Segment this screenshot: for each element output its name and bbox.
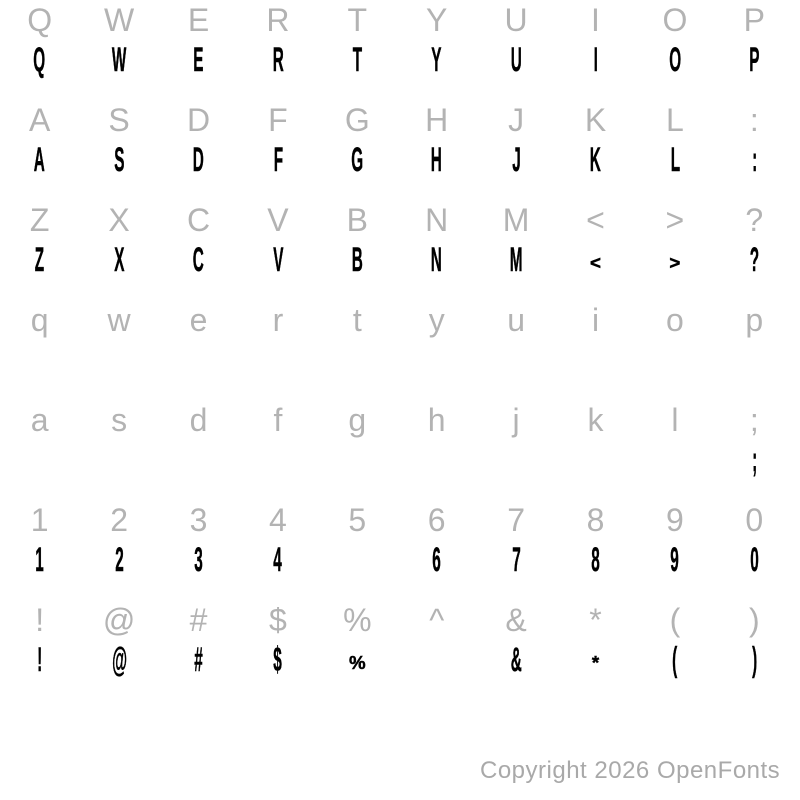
specimen-glyph [397, 436, 476, 484]
specimen-glyph: C [192, 241, 205, 279]
reference-glyph: e [189, 302, 208, 338]
reference-glyph: L [665, 102, 684, 138]
specimen-glyph: J [511, 141, 521, 179]
specimen-glyph: A [34, 141, 46, 179]
digits-row-specimen [0, 536, 794, 584]
reference-glyph: Z [29, 202, 50, 238]
reference-glyph: 9 [665, 502, 684, 538]
reference-glyph: * [589, 602, 602, 638]
specimen-glyph: ? [749, 241, 759, 279]
specimen-glyph: ) [751, 641, 757, 679]
lowercase-qwerty-row [0, 300, 794, 400]
specimen-glyph: R [272, 41, 284, 79]
reference-glyph: D [186, 102, 211, 138]
specimen-glyph: @ [111, 641, 127, 679]
reference-glyph: f [273, 402, 283, 438]
reference-glyph: B [346, 202, 368, 238]
reference-glyph: 8 [586, 502, 605, 538]
specimen-glyph: : [751, 141, 757, 179]
specimen-glyph: 4 [273, 541, 283, 579]
reference-glyph: a [30, 402, 49, 438]
reference-glyph: A [29, 102, 51, 138]
reference-glyph: K [584, 102, 607, 138]
copyright-text: Copyright 2026 OpenFonts [480, 757, 781, 784]
specimen-glyph: ! [37, 641, 43, 679]
specimen-glyph: L [670, 141, 680, 179]
specimen-glyph: 2 [114, 541, 124, 579]
reference-glyph: P [743, 2, 765, 38]
specimen-glyph: 3 [194, 541, 203, 579]
reference-glyph: N [425, 202, 449, 238]
specimen-glyph: % [348, 651, 366, 673]
lowercase-qwerty-row-reference [0, 300, 794, 340]
digits-row [0, 500, 794, 600]
specimen-glyph: U [510, 41, 522, 79]
uppercase-bottom-row [0, 200, 794, 300]
specimen-glyph [635, 436, 714, 484]
reference-glyph: G [344, 102, 370, 138]
reference-glyph: d [189, 402, 208, 438]
specimen-glyph: 7 [511, 541, 521, 579]
reference-glyph: ; [749, 402, 759, 438]
specimen-glyph: Q [33, 41, 46, 79]
reference-glyph: > [665, 202, 685, 238]
reference-glyph: w [107, 302, 131, 338]
reference-glyph: X [108, 202, 130, 238]
reference-glyph: t [352, 302, 362, 338]
reference-glyph: M [502, 202, 530, 238]
specimen-glyph [318, 436, 397, 484]
specimen-glyph [397, 636, 476, 687]
specimen-glyph: G [351, 141, 364, 179]
specimen-glyph [238, 436, 317, 484]
specimen-glyph: Y [431, 41, 442, 79]
specimen-glyph: V [272, 241, 283, 279]
specimen-glyph: 1 [35, 541, 44, 579]
reference-glyph: 7 [507, 502, 525, 538]
specimen-glyph [556, 436, 635, 484]
reference-glyph: # [189, 602, 208, 638]
specimen-glyph [476, 436, 555, 484]
specimen-glyph [79, 436, 158, 484]
uppercase-qwerty-row-specimen [0, 36, 794, 84]
reference-glyph: 5 [348, 502, 367, 538]
specimen-glyph: # [194, 641, 203, 679]
reference-glyph: ! [35, 602, 45, 638]
specimen-glyph: * [591, 651, 600, 673]
lowercase-home-row-reference [0, 400, 794, 440]
lowercase-home-row-specimen [0, 436, 794, 484]
specimen-glyph: < [590, 251, 601, 273]
reference-glyph: i [591, 302, 600, 338]
lowercase-home-row [0, 400, 794, 500]
specimen-glyph: ( [672, 641, 678, 679]
reference-glyph: F [268, 102, 288, 138]
reference-glyph: p [745, 302, 764, 338]
uppercase-qwerty-row [0, 0, 794, 100]
uppercase-home-row-specimen [0, 136, 794, 184]
specimen-glyph: W [111, 41, 127, 79]
reference-glyph: 1 [30, 502, 49, 538]
reference-glyph: O [662, 2, 688, 38]
reference-glyph: y [428, 302, 445, 338]
specimen-glyph [159, 436, 238, 484]
specimen-glyph: & [510, 641, 522, 679]
reference-glyph: ) [748, 602, 760, 638]
specimen-glyph: F [273, 141, 283, 179]
reference-glyph: u [507, 302, 525, 338]
specimen-glyph [0, 436, 79, 484]
specimen-glyph: H [431, 141, 443, 179]
reference-glyph: 3 [189, 502, 208, 538]
uppercase-home-row-reference [0, 100, 794, 140]
reference-glyph: V [267, 202, 289, 238]
uppercase-qwerty-row-reference [0, 0, 794, 40]
specimen-glyph: S [113, 141, 125, 179]
reference-glyph: k [587, 402, 604, 438]
symbols-row-specimen [0, 636, 794, 687]
specimen-glyph: ; [751, 441, 757, 479]
reference-glyph: @ [102, 602, 136, 638]
specimen-glyph: B [351, 241, 363, 279]
reference-glyph: 2 [110, 502, 128, 538]
reference-glyph: s [111, 402, 128, 438]
reference-glyph: $ [268, 602, 287, 638]
reference-glyph: R [266, 2, 290, 38]
specimen-glyph: X [113, 241, 125, 279]
uppercase-bottom-row-specimen [0, 236, 794, 287]
specimen-glyph: I [593, 41, 598, 79]
specimen-glyph: 6 [432, 541, 441, 579]
reference-glyph: j [512, 402, 520, 438]
reference-glyph: U [504, 2, 528, 38]
specimen-glyph: K [589, 141, 602, 179]
reference-glyph: I [591, 2, 600, 38]
reference-glyph: r [272, 302, 284, 338]
reference-glyph: < [586, 202, 605, 238]
reference-glyph: Q [27, 2, 53, 38]
reference-glyph: h [427, 402, 446, 438]
reference-glyph: S [108, 102, 130, 138]
reference-glyph: o [665, 302, 684, 338]
specimen-glyph: D [192, 141, 205, 179]
reference-glyph: 0 [745, 502, 764, 538]
specimen-glyph: E [193, 41, 204, 79]
reference-glyph: H [425, 102, 449, 138]
specimen-glyph: $ [273, 641, 283, 679]
reference-glyph: ? [745, 202, 764, 238]
reference-glyph: 4 [268, 502, 287, 538]
reference-glyph: : [749, 102, 759, 138]
reference-glyph: % [343, 602, 372, 638]
specimen-glyph: O [668, 41, 681, 79]
reference-glyph: E [187, 2, 210, 38]
uppercase-home-row [0, 100, 794, 200]
specimen-glyph: 0 [750, 541, 759, 579]
specimen-glyph: P [749, 41, 760, 79]
reference-glyph: ( [669, 602, 681, 638]
reference-glyph: Y [426, 2, 448, 38]
reference-glyph: T [347, 2, 368, 38]
symbols-row-reference [0, 600, 794, 640]
reference-glyph: ^ [429, 602, 445, 638]
specimen-glyph: N [431, 241, 443, 279]
symbols-row [0, 600, 794, 700]
reference-glyph: & [505, 602, 527, 638]
specimen-glyph: > [669, 251, 681, 273]
specimen-glyph [318, 536, 397, 584]
uppercase-bottom-row-reference [0, 200, 794, 240]
reference-glyph: 6 [427, 502, 446, 538]
specimen-glyph: Z [35, 241, 45, 279]
specimen-glyph: T [352, 41, 362, 79]
reference-glyph: q [30, 302, 49, 338]
specimen-glyph: 8 [591, 541, 600, 579]
reference-glyph: l [671, 402, 679, 438]
specimen-glyph: M [509, 241, 523, 279]
reference-glyph: C [186, 202, 211, 238]
digits-row-reference [0, 500, 794, 540]
specimen-glyph: 9 [670, 541, 680, 579]
reference-glyph: g [348, 402, 367, 438]
reference-glyph: W [103, 2, 135, 38]
reference-glyph: J [508, 102, 525, 138]
